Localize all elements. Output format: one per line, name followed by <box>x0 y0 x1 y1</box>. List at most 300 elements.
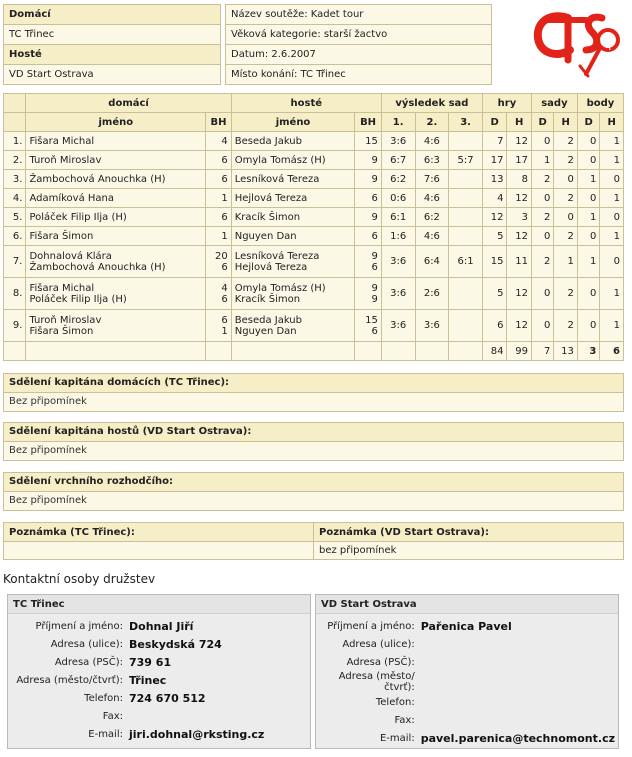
games-d-line: 13 <box>490 173 504 185</box>
set1-score-line: 0:6 <box>390 192 407 204</box>
home-contact-name: Dohnal Jiří <box>129 619 194 633</box>
set1-score-line: 3:6 <box>390 288 407 299</box>
guest-player-line: Lesníková Tereza <box>234 250 320 262</box>
home-bh-line: 6 <box>221 261 228 273</box>
home-bh <box>206 278 232 310</box>
label-city: Adresa (město/čtvrť): <box>338 671 415 693</box>
away-contact-city <box>418 671 618 693</box>
home-bh-line: 6 <box>221 293 228 305</box>
sets-h <box>554 278 578 310</box>
remarks-table <box>3 522 624 560</box>
home-bh-header: BH <box>206 113 232 132</box>
points-d-line: 1 <box>589 173 597 185</box>
totals-row <box>4 342 624 361</box>
set3-score <box>449 132 483 151</box>
home-player-line: Poláček Filip Ilja (H) <box>29 211 127 223</box>
away-contact-phone <box>418 693 618 711</box>
games-d-line: 6 <box>497 320 504 331</box>
set3-score <box>449 208 483 227</box>
sets-h-line: 2 <box>567 135 574 147</box>
label-fax: Fax: <box>102 710 123 722</box>
home-bh <box>206 208 232 227</box>
home-bh <box>206 170 232 189</box>
points-h-line: 1 <box>613 135 620 147</box>
match-number-line: 6. <box>12 230 23 242</box>
guest-bh-line: 6 <box>371 192 378 204</box>
away-contact-box <box>315 594 619 749</box>
guest-player <box>231 310 355 342</box>
games-h-line: 12 <box>515 288 528 299</box>
sets-h <box>554 310 578 342</box>
set2-score <box>415 151 449 170</box>
label-street: Adresa (ulice): <box>342 638 415 650</box>
home-bh-line: 6 <box>221 314 228 326</box>
guest-bh-line: 9 <box>371 154 378 166</box>
points-d <box>577 132 599 151</box>
guest-player-line: Nguyen Dan <box>234 325 297 337</box>
set2-score-line: 4:6 <box>423 192 440 204</box>
home-player <box>26 189 206 208</box>
guest-bh <box>355 208 382 227</box>
set2-score <box>415 278 449 310</box>
home-bh-line: 4 <box>221 135 228 147</box>
referee-note-value: Bez připomínek <box>4 492 623 510</box>
set2-header: 2. <box>415 113 449 132</box>
home-contact-zip: 739 61 <box>129 655 172 669</box>
games-h <box>507 208 532 227</box>
tc-trinec-logo-icon <box>528 4 624 84</box>
match-number-line: 8. <box>12 288 23 299</box>
set1-score-line: 6:7 <box>390 154 407 166</box>
guest-bh-line: 15 <box>365 135 378 147</box>
label-phone: Telefon: <box>375 696 415 708</box>
home-contact-street: Beskydská 724 <box>129 637 222 651</box>
points-h <box>600 132 624 151</box>
home-player-line: Žambochová Anouchka (H) <box>29 261 166 273</box>
games-d <box>482 208 507 227</box>
games-d-line: 15 <box>490 256 504 267</box>
points-d-line: 0 <box>589 154 597 166</box>
sets-h <box>554 208 578 227</box>
table-row <box>4 151 624 170</box>
guest-name-header: jméno <box>231 113 355 132</box>
points-h <box>600 246 624 278</box>
sets-d <box>531 310 553 342</box>
sets-h-line: 2 <box>567 154 574 166</box>
guest-bh-line: 6 <box>371 325 378 337</box>
table-row <box>4 208 624 227</box>
sets-d-line: 2 <box>544 256 551 267</box>
home-name-header: jméno <box>26 113 206 132</box>
home-contact-fax <box>126 707 267 725</box>
home-bh <box>206 246 232 278</box>
set3-score <box>449 246 483 278</box>
games-h-line: 3 <box>521 211 528 223</box>
set1-score-line: 3:6 <box>390 320 407 331</box>
home-player-line: Dohnalová Klára <box>29 250 112 262</box>
home-contact-team: TC Třinec <box>8 595 310 614</box>
away-contact-street <box>418 635 618 653</box>
points-d-line: 0 <box>589 320 597 331</box>
games-h-line: 11 <box>515 256 528 267</box>
points-d <box>577 310 599 342</box>
guest-player-line: Beseda Jakub <box>234 314 302 326</box>
set2-score-line: 4:6 <box>423 135 440 147</box>
set3-score <box>449 189 483 208</box>
guest-bh-line: 6 <box>371 230 378 242</box>
guest-player <box>231 227 355 246</box>
home-team: TC Třinec <box>4 25 221 45</box>
points-h-line: 1 <box>613 320 620 331</box>
guest-bh <box>355 227 382 246</box>
away-contact-team: VD Start Ostrava <box>316 595 618 614</box>
sets-d <box>531 278 553 310</box>
match-date: Datum: 2.6.2007 <box>226 45 492 65</box>
total-sets-d: 7 <box>531 342 553 361</box>
home-bh-line: 1 <box>221 192 228 204</box>
guest-bh-line: 9 <box>371 211 378 223</box>
guest-bh <box>355 151 382 170</box>
set3-score-line: 6:1 <box>457 256 474 267</box>
sets-d <box>531 151 553 170</box>
set2-score-line: 2:6 <box>423 288 440 299</box>
match-info-box <box>225 4 492 85</box>
label-fax: Fax: <box>394 714 415 726</box>
home-bh-line: 1 <box>221 325 228 337</box>
games-d-line: 12 <box>490 211 504 223</box>
games-d <box>482 132 507 151</box>
games-d-header: D <box>482 113 507 132</box>
label-name: Příjmení a jméno: <box>35 620 123 632</box>
away-contact-fax <box>418 711 618 729</box>
set2-score-line: 6:3 <box>423 154 440 166</box>
home-captain-note <box>3 373 624 412</box>
guest-bh-line: 9 <box>371 293 378 305</box>
sets-d-line: 0 <box>544 288 551 299</box>
points-h-line: 0 <box>613 256 620 267</box>
games-d-line: 17 <box>490 154 504 166</box>
referee-note <box>3 472 624 511</box>
games-h-line: 12 <box>515 320 528 331</box>
points-d-line: 0 <box>589 230 597 242</box>
set1-score <box>381 227 415 246</box>
games-d <box>482 151 507 170</box>
guest-bh-line: 6 <box>371 261 378 273</box>
label-city: Adresa (město/čtvrť): <box>16 674 123 686</box>
label-email: E-mail: <box>379 732 415 744</box>
set2-score-line: 6:4 <box>423 256 440 267</box>
sets-h <box>554 132 578 151</box>
points-d-line: 0 <box>589 135 597 147</box>
guest-player <box>231 278 355 310</box>
games-h <box>507 151 532 170</box>
sets-h <box>554 151 578 170</box>
set1-score-line: 6:2 <box>390 173 407 185</box>
match-number-line: 3. <box>12 173 23 185</box>
label-email: E-mail: <box>88 728 123 740</box>
points-h <box>600 310 624 342</box>
guest-player <box>231 151 355 170</box>
sets-d-line: 2 <box>544 211 551 223</box>
home-player <box>26 246 206 278</box>
total-sets-h: 13 <box>554 342 578 361</box>
set2-score <box>415 310 449 342</box>
points-d-line: 0 <box>589 288 597 299</box>
points-h <box>600 151 624 170</box>
points-h-line: 0 <box>613 173 620 185</box>
games-h-line: 12 <box>515 135 528 147</box>
points-h-line: 1 <box>613 154 620 166</box>
home-player <box>26 170 206 189</box>
set1-header: 1. <box>381 113 415 132</box>
home-player <box>26 132 206 151</box>
points-h <box>600 170 624 189</box>
games-h <box>507 310 532 342</box>
remark-guest-title: Poznámka (VD Start Ostrava): <box>314 523 624 542</box>
home-player <box>26 151 206 170</box>
guest-player-line: Beseda Jakub <box>234 135 302 147</box>
guest-bh-header: BH <box>355 113 382 132</box>
set2-score <box>415 189 449 208</box>
table-row <box>4 278 624 310</box>
guest-player <box>231 132 355 151</box>
games-d <box>482 189 507 208</box>
sets-d-header: D <box>531 113 553 132</box>
remark-home-value <box>4 542 314 560</box>
age-category: Věková kategorie: starší žactvo <box>226 25 492 45</box>
points-h-header: H <box>600 113 624 132</box>
competition-name: Název soutěže: Kadet tour <box>226 5 492 25</box>
guest-bh-line: 15 <box>365 314 378 326</box>
games-h <box>507 170 532 189</box>
guest-player-line: Kracík Šimon <box>234 293 301 305</box>
sets-h <box>554 227 578 246</box>
points-h <box>600 278 624 310</box>
set1-score-line: 3:6 <box>390 256 407 267</box>
home-player-line: Fišara Šimon <box>29 325 94 337</box>
points-d <box>577 208 599 227</box>
games-h <box>507 189 532 208</box>
sets-d <box>531 246 553 278</box>
home-bh <box>206 132 232 151</box>
match-number-line: 1. <box>12 135 23 147</box>
sets-h-line: 2 <box>567 320 574 331</box>
label-name: Příjmení a jméno: <box>327 620 415 632</box>
home-player-line: Fišara Michal <box>29 135 95 147</box>
sets-d <box>531 208 553 227</box>
sets-h-header: H <box>554 113 578 132</box>
home-header: domácí <box>26 94 231 113</box>
home-contact-box <box>7 594 311 749</box>
match-venue: Místo konání: TC Třinec <box>226 65 492 85</box>
home-player-line: Turoň Miroslav <box>29 154 102 166</box>
games-d-line: 5 <box>497 288 504 299</box>
set1-score-line: 6:1 <box>390 211 407 223</box>
home-bh <box>206 151 232 170</box>
games-h <box>507 132 532 151</box>
sets-d-line: 0 <box>544 230 551 242</box>
points-d <box>577 151 599 170</box>
table-row <box>4 170 624 189</box>
label-phone: Telefon: <box>84 692 123 704</box>
set3-score <box>449 227 483 246</box>
set3-score-line: 5:7 <box>457 154 474 166</box>
table-row <box>4 189 624 208</box>
games-d-line: 5 <box>497 230 504 242</box>
match-number <box>4 132 26 151</box>
games-h-line: 12 <box>515 230 528 242</box>
guest-player-line: Omyla Tomász (H) <box>234 282 326 294</box>
points-h-line: 0 <box>613 211 620 223</box>
sets-h-line: 1 <box>567 256 574 267</box>
home-player-line: Poláček Filip Ilja (H) <box>29 293 127 305</box>
points-d-header: D <box>577 113 599 132</box>
set2-score <box>415 208 449 227</box>
remark-home-title: Poznámka (TC Třinec): <box>4 523 314 542</box>
set2-score-line: 4:6 <box>423 230 440 242</box>
home-player-line: Adamíková Hana <box>29 192 115 204</box>
points-d-line: 1 <box>589 256 597 267</box>
set3-header: 3. <box>449 113 483 132</box>
home-player <box>26 310 206 342</box>
sets-d <box>531 132 553 151</box>
sets-h-line: 2 <box>567 288 574 299</box>
match-number <box>4 227 26 246</box>
sets-h-line: 0 <box>567 173 574 185</box>
label-zip: Adresa (PSČ): <box>54 656 123 668</box>
guest-player-line: Nguyen Dan <box>234 230 297 242</box>
set1-score <box>381 246 415 278</box>
away-contact-name: Pařenica Pavel <box>420 619 512 633</box>
home-bh <box>206 227 232 246</box>
guest-bh-line: 9 <box>371 250 378 262</box>
set1-score-line: 3:6 <box>390 135 407 147</box>
points-d <box>577 189 599 208</box>
match-number-line: 4. <box>12 192 23 204</box>
guest-player-line: Kracík Šimon <box>234 211 301 223</box>
games-h-line: 8 <box>521 173 528 185</box>
sets-h-line: 2 <box>567 192 574 204</box>
set3-score <box>449 310 483 342</box>
sets-d <box>531 189 553 208</box>
set1-score <box>381 170 415 189</box>
points-d <box>577 227 599 246</box>
set-result-header: výsledek sad <box>381 94 482 113</box>
away-contact-email[interactable]: pavel.parenica@technomont.cz <box>420 731 615 745</box>
home-bh <box>206 310 232 342</box>
guest-bh-line: 9 <box>371 282 378 294</box>
home-bh-line: 4 <box>221 282 228 294</box>
guest-player-line: Omyla Tomász (H) <box>234 154 326 166</box>
games-d <box>482 278 507 310</box>
set2-score <box>415 227 449 246</box>
guest-captain-note-title: Sdělení kapitána hostů (VD Start Ostrava): <box>4 423 623 442</box>
guest-bh <box>355 246 382 278</box>
match-number <box>4 208 26 227</box>
label-street: Adresa (ulice): <box>50 638 123 650</box>
total-games-h: 99 <box>507 342 532 361</box>
sets-h <box>554 189 578 208</box>
label-zip: Adresa (PSČ): <box>346 656 415 668</box>
away-contact-zip <box>418 653 618 671</box>
home-player-line: Žambochová Anouchka (H) <box>29 173 166 185</box>
total-points-d: 3 <box>577 342 599 361</box>
games-h-line: 17 <box>515 154 528 166</box>
points-h <box>600 208 624 227</box>
table-row <box>4 132 624 151</box>
set1-score <box>381 151 415 170</box>
guest-captain-note <box>3 422 624 461</box>
games-h-header: H <box>507 113 532 132</box>
set1-score <box>381 208 415 227</box>
home-contact-email[interactable]: jiri.dohnal@rksting.cz <box>129 727 265 741</box>
points-d <box>577 170 599 189</box>
results-table <box>3 93 624 361</box>
home-player-line: Fišara Michal <box>29 282 95 294</box>
guest-player <box>231 208 355 227</box>
home-player-line: Fišara Šimon <box>29 230 94 242</box>
sets-d-line: 1 <box>544 154 551 166</box>
guest-player-line: Hejlová Tereza <box>234 261 308 273</box>
match-number <box>4 246 26 278</box>
guest-player-line: Hejlová Tereza <box>234 192 308 204</box>
match-number-line: 7. <box>12 256 23 267</box>
set2-score-line: 7:6 <box>423 173 440 185</box>
points-d <box>577 278 599 310</box>
home-bh-line: 1 <box>221 230 228 242</box>
set3-score <box>449 278 483 310</box>
guest-player <box>231 170 355 189</box>
sets-d-line: 0 <box>544 320 551 331</box>
set1-score <box>381 278 415 310</box>
sets-d-line: 0 <box>544 192 551 204</box>
match-number <box>4 278 26 310</box>
match-number <box>4 310 26 342</box>
home-bh-line: 20 <box>214 250 228 262</box>
points-header: body <box>577 94 623 113</box>
match-number <box>4 151 26 170</box>
games-h <box>507 227 532 246</box>
guest-bh <box>355 278 382 310</box>
home-player <box>26 227 206 246</box>
home-bh <box>206 189 232 208</box>
set1-score <box>381 310 415 342</box>
sets-header: sady <box>531 94 577 113</box>
points-d-line: 1 <box>589 211 597 223</box>
guest-label: Hosté <box>4 45 221 65</box>
home-bh-line: 6 <box>221 154 228 166</box>
sets-d <box>531 227 553 246</box>
games-d <box>482 310 507 342</box>
table-row <box>4 246 624 278</box>
set1-score <box>381 132 415 151</box>
total-points-h: 6 <box>600 342 624 361</box>
games-h <box>507 278 532 310</box>
referee-note-title: Sdělení vrchního rozhodčího: <box>4 473 623 492</box>
points-h <box>600 227 624 246</box>
set1-score-line: 1:6 <box>390 230 407 242</box>
points-d-line: 0 <box>589 192 597 204</box>
guest-bh <box>355 310 382 342</box>
table-row <box>4 227 624 246</box>
guest-player <box>231 246 355 278</box>
home-bh-line: 6 <box>221 173 228 185</box>
games-h-line: 12 <box>515 192 528 204</box>
set2-score <box>415 246 449 278</box>
home-player <box>26 278 206 310</box>
match-number-line: 9. <box>12 320 23 331</box>
home-captain-note-title: Sdělení kapitána domácích (TC Třinec): <box>4 374 623 393</box>
